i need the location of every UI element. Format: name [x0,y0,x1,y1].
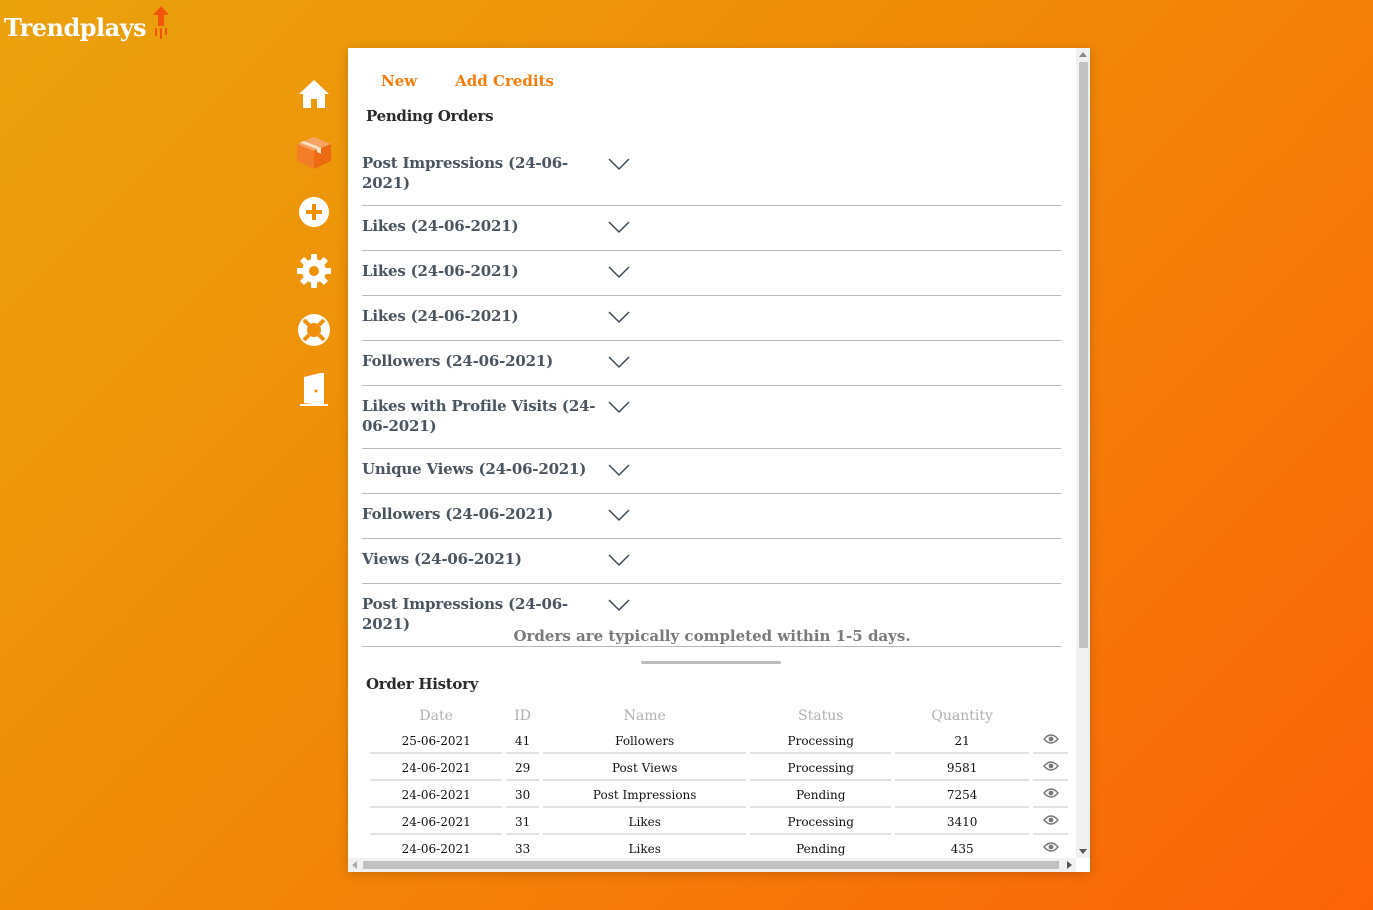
nav-home[interactable] [294,76,334,116]
pending-order-item[interactable] [362,143,1061,206]
chevron-down-icon[interactable] [608,309,630,328]
cell-date: 24-06-2021 [370,757,502,781]
nav-support[interactable] [294,312,334,352]
pending-orders-list [362,143,1061,647]
pending-order-label: Likes (24-06-2021) [362,217,519,235]
brand-logo[interactable] [4,6,170,50]
pending-order-label: Unique Views (24-06-2021) [362,460,587,478]
column-header-quantity[interactable]: Quantity [931,708,993,724]
column-header-id[interactable]: ID [514,708,531,724]
view-order-button[interactable] [1033,811,1068,835]
cell-quantity: 21 [895,730,1029,754]
cell-name: Post Impressions [543,784,747,808]
pending-order-label: Post Impressions (24-06-2021) [362,595,568,633]
chevron-down-icon[interactable] [608,552,630,571]
horizontal-scrollbar[interactable] [348,858,1076,872]
lifebuoy-icon [296,312,332,352]
table-row [370,730,1068,754]
pending-order-item[interactable] [362,296,1061,341]
pending-orders-title: Pending Orders [366,107,494,125]
cell-id: 30 [506,784,539,808]
pending-order-label: Likes (24-06-2021) [362,262,519,280]
scroll-right-arrow-icon[interactable] [1067,861,1072,869]
view-order-button[interactable] [1033,784,1068,808]
box-icon [295,135,333,175]
rocket-arrow-icon [152,6,170,44]
pending-order-item[interactable] [362,386,1061,449]
order-history-title: Order History [366,675,479,693]
chevron-down-icon[interactable] [608,507,630,526]
eye-icon [1043,788,1059,802]
pending-order-label: Views (24-06-2021) [362,550,522,568]
vertical-scrollbar[interactable] [1076,48,1090,858]
cell-date: 24-06-2021 [370,811,502,835]
view-order-button[interactable] [1033,730,1068,754]
view-order-button[interactable] [1033,757,1068,781]
cell-id: 33 [506,838,539,862]
chevron-down-icon[interactable] [608,399,630,418]
chevron-down-icon[interactable] [608,597,630,616]
eye-icon [1043,842,1059,856]
cell-status: Pending [750,838,890,862]
brand-name: Trendplays [4,13,147,42]
chevron-down-icon[interactable] [608,219,630,238]
cell-name: Likes [543,838,747,862]
nav-settings[interactable] [294,253,334,293]
eye-icon [1043,815,1059,829]
table-row [370,757,1068,781]
cell-date: 24-06-2021 [370,784,502,808]
completion-note: Orders are typically completed within 1-5 days. [513,627,911,645]
eye-icon [1043,734,1059,748]
cell-status: Processing [750,730,890,754]
scroll-left-arrow-icon[interactable] [352,861,357,869]
cell-id: 29 [506,757,539,781]
column-header-date[interactable]: Date [419,708,453,724]
chevron-down-icon[interactable] [608,354,630,373]
cell-quantity: 9581 [895,757,1029,781]
add-circle-icon [298,196,330,232]
cell-status: Pending [750,784,890,808]
cell-date: 25-06-2021 [370,730,502,754]
scroll-down-arrow-icon[interactable] [1079,849,1087,854]
cell-quantity: 435 [895,838,1029,862]
pending-order-item[interactable] [362,251,1061,296]
pending-order-item[interactable] [362,206,1061,251]
order-history-table [366,704,1072,865]
cell-name: Likes [543,811,747,835]
table-header-row [370,707,1068,727]
scroll-up-arrow-icon[interactable] [1079,52,1087,57]
cell-status: Processing [750,757,890,781]
cell-name: Post Views [543,757,747,781]
top-tabs [381,72,554,90]
pending-order-item[interactable] [362,494,1061,539]
column-header-status[interactable]: Status [798,708,844,724]
vertical-scroll-thumb[interactable] [1079,62,1088,648]
pending-order-item[interactable] [362,341,1061,386]
main-panel [348,48,1090,872]
pending-order-label: Post Impressions (24-06-2021) [362,154,568,192]
chevron-down-icon[interactable] [608,156,630,175]
home-icon [298,78,330,114]
table-row [370,811,1068,835]
logout-door-icon [298,371,330,411]
table-row [370,784,1068,808]
column-header-name[interactable]: Name [623,708,666,724]
section-divider [641,661,781,664]
chevron-down-icon[interactable] [608,462,630,481]
side-navigation [294,76,334,430]
pending-order-label: Likes with Profile Visits (24-06-2021) [362,397,596,435]
pending-order-item[interactable] [362,449,1061,494]
horizontal-scroll-thumb[interactable] [363,861,1059,869]
chevron-down-icon[interactable] [608,264,630,283]
cell-quantity: 7254 [895,784,1029,808]
column-header-actions [1033,707,1068,727]
pending-order-label: Likes (24-06-2021) [362,307,519,325]
nav-add[interactable] [294,194,334,234]
pending-order-item[interactable] [362,539,1061,584]
tab-new[interactable]: New [381,72,418,90]
gear-icon [296,253,332,293]
tab-add-credits[interactable]: Add Credits [455,72,554,90]
cell-name: Followers [543,730,747,754]
pending-order-label: Followers (24-06-2021) [362,352,554,370]
cell-id: 41 [506,730,539,754]
cell-quantity: 3410 [895,811,1029,835]
nav-orders[interactable] [294,135,334,175]
cell-status: Processing [750,811,890,835]
cell-id: 31 [506,811,539,835]
eye-icon [1043,761,1059,775]
cell-date: 24-06-2021 [370,838,502,862]
nav-logout[interactable] [294,371,334,411]
pending-order-label: Followers (24-06-2021) [362,505,554,523]
